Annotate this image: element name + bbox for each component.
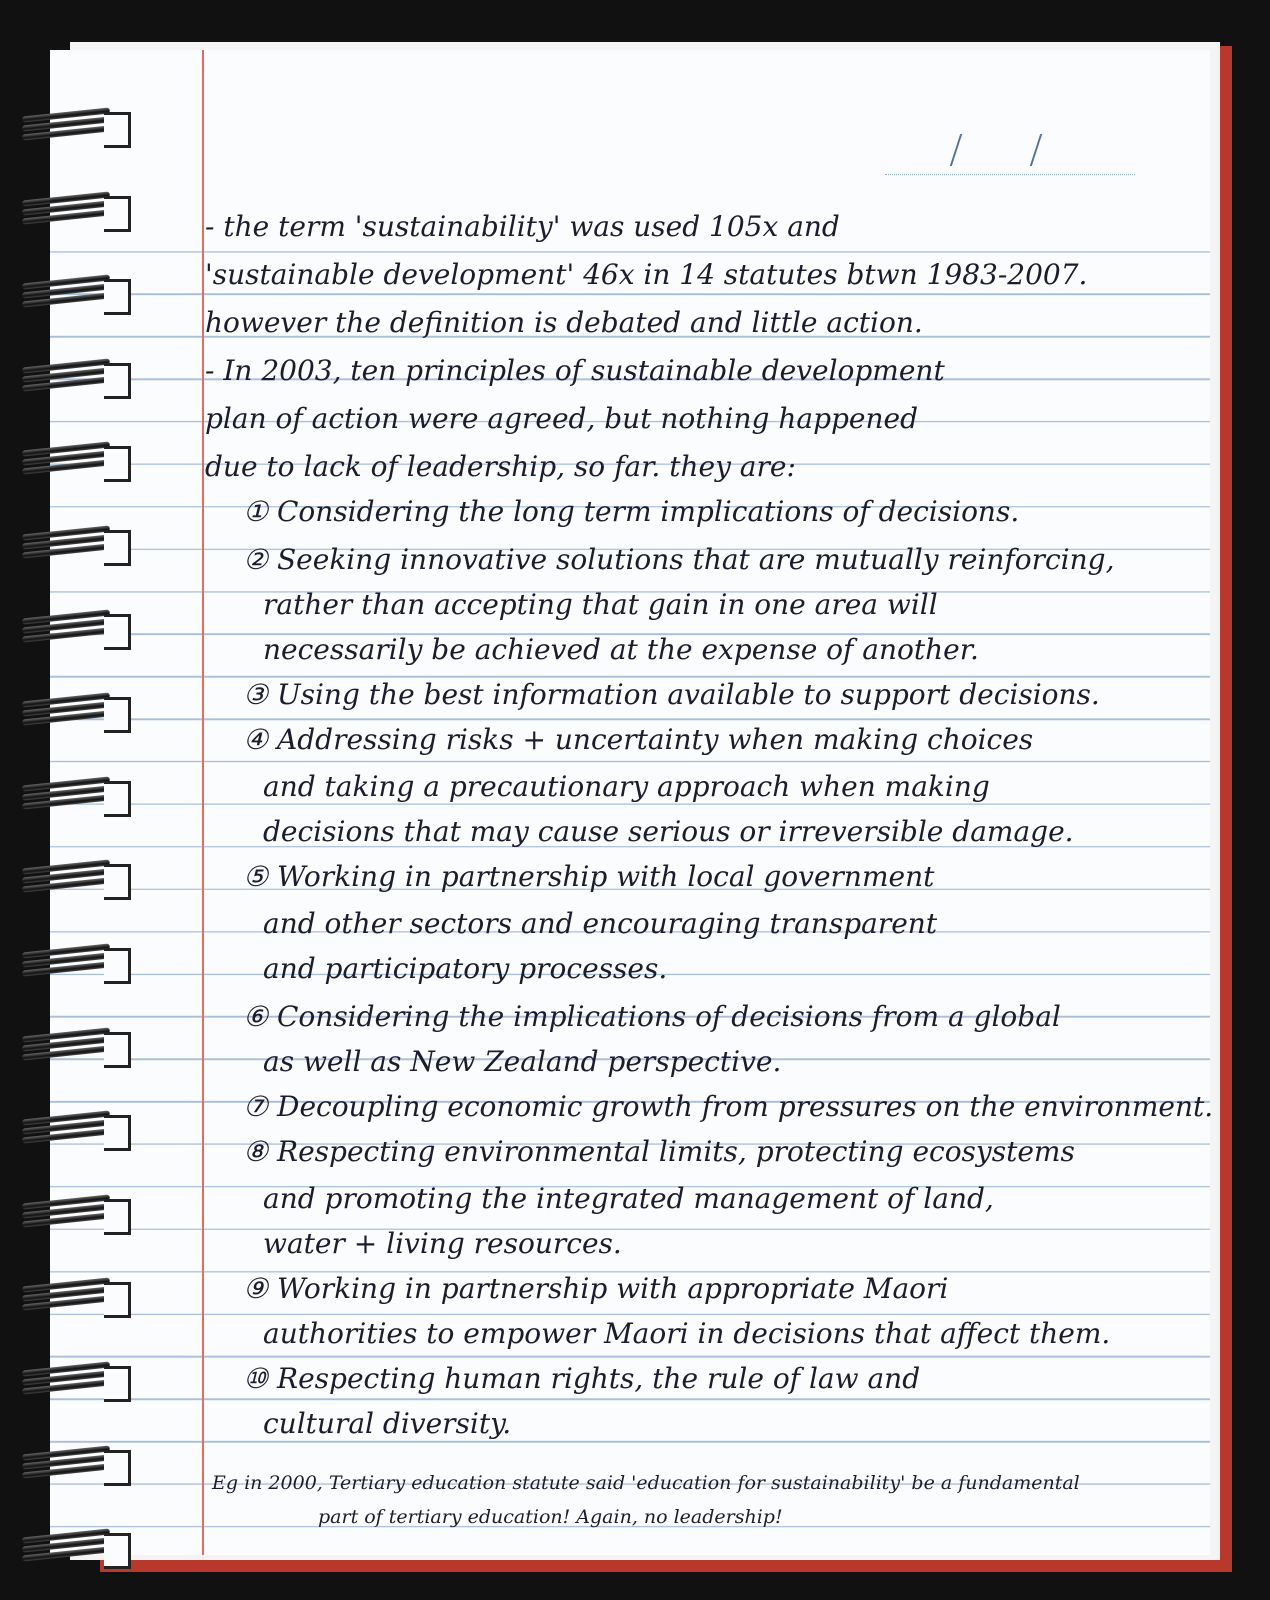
note-line: due to lack of leadership, so far. they are:	[205, 450, 796, 483]
note-line: and other sectors and encouraging transparent	[263, 907, 938, 940]
principle-3: ③ Using the best information available to support decisions.	[243, 678, 1100, 711]
binding-ring	[22, 697, 112, 727]
principle-6: ⑥ Considering the implications of decisions from a global	[243, 1000, 1061, 1033]
note-line: and participatory processes.	[263, 952, 668, 985]
date-field	[885, 160, 1135, 175]
principle-7: ⑦ Decoupling economic growth from pressures on the environment.	[243, 1090, 1214, 1123]
binding-ring	[22, 614, 112, 644]
binding-clip	[104, 363, 131, 399]
binding-clip	[104, 279, 131, 315]
binding-ring	[22, 1366, 112, 1396]
binding-ring	[22, 1533, 112, 1563]
principle-10: ⑩ Respecting human rights, the rule of law and	[243, 1362, 921, 1395]
footnote-line-2: part of tertiary education! Again, no leadership!	[318, 1506, 783, 1528]
binding-ring	[22, 781, 112, 811]
principle-9: ⑨ Working in partnership with appropriate Maori	[243, 1272, 949, 1305]
page-header-area	[50, 50, 1210, 212]
binding-clip	[104, 864, 131, 900]
note-line: necessarily be achieved at the expense of another.	[263, 633, 979, 666]
principle-8: ⑧ Respecting environmental limits, protecting ecosystems	[243, 1135, 1075, 1168]
binding-clip	[104, 1115, 131, 1151]
principle-1: ① Considering the long term implications of decisions.	[243, 495, 1020, 528]
binding-clip	[104, 1533, 131, 1569]
binding-ring	[22, 1199, 112, 1229]
binding-clip	[104, 1199, 131, 1235]
binding-ring	[22, 530, 112, 560]
binding-clip	[104, 1366, 131, 1402]
footnote-line-1: Eg in 2000, Tertiary education statute said 'education for sustainability' be a fundamental	[212, 1472, 1080, 1494]
principle-4: ④ Addressing risks + uncertainty when making choices	[243, 723, 1034, 756]
note-line: and promoting the integrated management of land,	[263, 1182, 994, 1215]
note-line: decisions that may cause serious or irreversible damage.	[263, 815, 1074, 848]
binding-clip	[104, 446, 131, 482]
note-line: - the term 'sustainability' was used 105x and	[205, 210, 840, 243]
binding-ring	[22, 864, 112, 894]
binding-ring	[22, 446, 112, 476]
note-line: authorities to empower Maori in decisions that affect them.	[263, 1317, 1111, 1350]
binding-ring	[22, 948, 112, 978]
binding-ring	[22, 279, 112, 309]
note-line: however the definition is debated and little action.	[205, 306, 923, 339]
note-line: cultural diversity.	[263, 1407, 512, 1440]
note-line: 'sustainable development' 46x in 14 statutes btwn 1983-2007.	[205, 258, 1088, 291]
binding-ring	[22, 112, 112, 142]
binding-clip	[104, 697, 131, 733]
binding-ring	[22, 1032, 112, 1062]
principle-5: ⑤ Working in partnership with local government	[243, 860, 935, 893]
binding-clip	[104, 1450, 131, 1486]
note-line: plan of action were agreed, but nothing happened	[205, 402, 919, 435]
binding-clip	[104, 781, 131, 817]
note-line: rather than accepting that gain in one area will	[263, 588, 938, 621]
binding-clip	[104, 112, 131, 148]
binding-clip	[104, 1032, 131, 1068]
binding-clip	[104, 948, 131, 984]
note-line: - In 2003, ten principles of sustainable development	[205, 354, 945, 387]
binding-ring	[22, 196, 112, 226]
note-line: water + living resources.	[263, 1227, 622, 1260]
principle-2: ② Seeking innovative solutions that are mutually reinforcing,	[243, 543, 1115, 576]
note-line: as well as New Zealand perspective.	[263, 1045, 782, 1078]
binding-ring	[22, 1282, 112, 1312]
binding-ring	[22, 363, 112, 393]
note-line: and taking a precautionary approach when making	[263, 770, 990, 803]
binding-clip	[104, 1282, 131, 1318]
binding-clip	[104, 196, 131, 232]
binding-clip	[104, 530, 131, 566]
binding-clip	[104, 614, 131, 650]
margin-line	[202, 50, 204, 1555]
binding-ring	[22, 1115, 112, 1145]
binding-ring	[22, 1450, 112, 1480]
